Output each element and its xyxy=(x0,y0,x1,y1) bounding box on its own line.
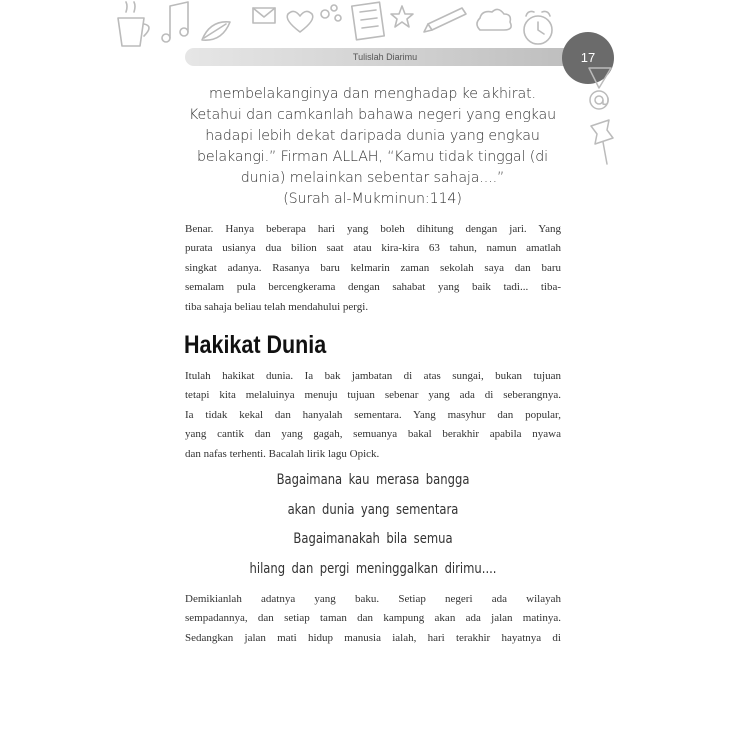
cup-icon xyxy=(118,2,149,46)
quote-block xyxy=(180,84,565,210)
leaf-icon xyxy=(202,22,230,40)
paragraph-line: Itulah hakikat dunia. Ia bak jambatan di atas sungai, bukan tujuan xyxy=(185,370,561,382)
cloud-icon xyxy=(477,9,511,30)
paragraph-line: semalam pula bercengkerama dengan sahabat yang baik tadi... tiba- xyxy=(185,281,561,294)
paragraph-line: Demikianlah adatnya yang baku. Setiap negeri ada wilayah xyxy=(185,593,561,605)
heart-icon xyxy=(287,11,313,32)
pushpin-icon xyxy=(591,120,613,164)
envelope-icon xyxy=(253,8,275,23)
quote-citation: (Surah al-Mukminun:114) xyxy=(283,191,462,207)
paragraph-3 xyxy=(185,590,561,648)
pencil-icon xyxy=(424,8,466,32)
lyrics-block xyxy=(185,466,561,584)
quote-line: belakangi.” Firman ALLAH, “Kamu tidak tinggal (di xyxy=(197,149,548,165)
paragraph-2 xyxy=(185,367,561,464)
paragraph-line: tiba sahaja beliau telah mendahului pergi. xyxy=(185,300,369,313)
paragraph-line: Benar. Hanya beberapa hari yang boleh dihitung dengan jari. Yang xyxy=(185,223,561,235)
quote-line: Ketahui dan camkanlah bahawa negeri yang engkau xyxy=(188,107,557,123)
dots-icon xyxy=(321,5,341,21)
paragraph-line: tetapi kita melaluinya menuju tujuan sebenar yang ada di seberangnya. xyxy=(185,389,561,402)
paragraph-line: Sedangkan jalan mati hidup manusia ialah, hari terakhir hayatnya di xyxy=(185,631,561,644)
paragraph-1 xyxy=(185,220,561,317)
paragraph-line: sempadannya, dan setiap taman dan kampung akan ada jalan matinya. xyxy=(185,612,561,625)
quote-line: membelakanginya dan menghadap ke akhirat. xyxy=(209,86,536,102)
notebook-icon xyxy=(352,2,384,40)
alarm-clock-icon xyxy=(524,12,552,45)
paragraph-line: singkat adanya. Rasanya baru kelmarin zaman sekolah saya dan baru xyxy=(185,261,561,274)
lyric-line: Bagaimana kau merasa bangga xyxy=(276,472,470,488)
lyric-line: akan dunia yang sementara xyxy=(287,501,459,518)
quote-line: dunia) melainkan sebentar sahaja....” xyxy=(240,170,505,186)
paragraph-line: Ia tidak kekal dan hanyalah sementara. Yang masyhur dan popular, xyxy=(185,408,561,421)
section-heading: Hakikat Dunia xyxy=(184,331,327,359)
doodle-header xyxy=(110,0,620,50)
quote-line: hadapi lebih dekat daripada dunia yang engkau xyxy=(205,128,540,144)
lyric-line: Bagaimanakah bila semua xyxy=(293,531,453,547)
side-doodles xyxy=(585,60,625,170)
paragraph-line: dan nafas terhenti. Bacalah lirik lagu Opick. xyxy=(185,447,380,460)
music-note-icon xyxy=(162,2,188,42)
running-title: Tulislah Diarimu xyxy=(352,52,418,62)
paragraph-line: yang cantik dan yang gagah, semuanya bakal berakhir apabila nyawa xyxy=(185,428,561,441)
page-number: 17 xyxy=(580,50,596,65)
lyric-line: hilang dan pergi meninggalkan dirimu.... xyxy=(249,560,497,577)
star-icon xyxy=(391,6,413,27)
at-sign-icon xyxy=(590,91,608,109)
triangle-icon xyxy=(589,68,611,88)
paragraph-line: purata usianya dua bilion saat atau kira-kira 63 tahun, namun amatlah xyxy=(185,242,561,255)
